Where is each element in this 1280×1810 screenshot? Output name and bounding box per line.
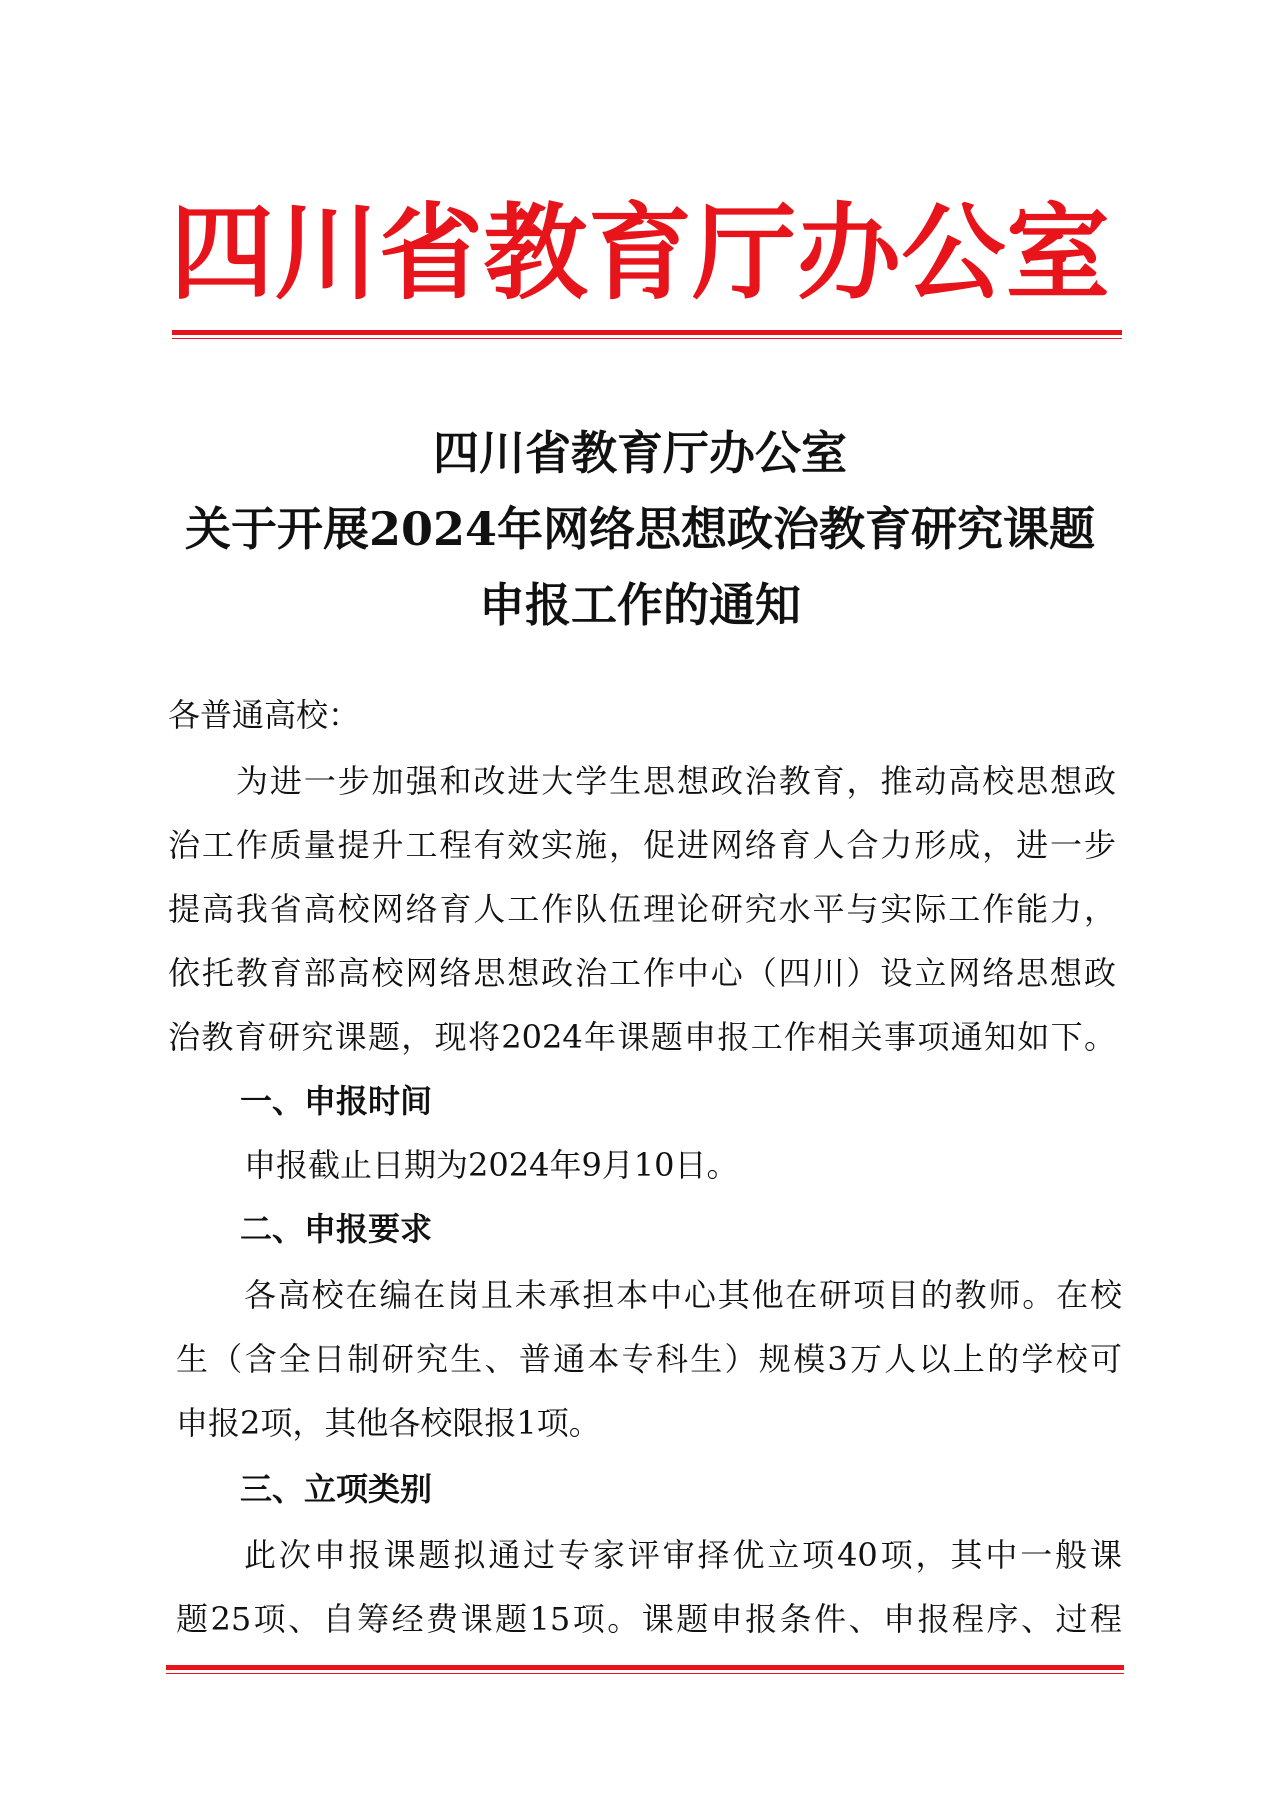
intro-line: 依托教育部高校网络思想政治工作中心（四川）设立网络思想政 — [168, 954, 1116, 992]
letterhead-char: 厅 — [692, 192, 797, 314]
section-line: 生（含全日制研究生、普通本专科生）规模3万人以上的学校可 — [176, 1340, 1122, 1378]
letterhead-char: 川 — [274, 192, 379, 314]
section-line: 此次申报课题拟通过专家评审择优立项40项，其中一般课 — [244, 1536, 1122, 1574]
section-line: 各高校在编在岗且未承担本中心其他在研项目的教师。在校 — [244, 1276, 1122, 1314]
letterhead-char: 办 — [796, 192, 901, 314]
letterhead — [170, 188, 1110, 318]
document-title-line-3: 申报工作的通知 — [479, 578, 801, 632]
section-heading: 三、立项类别 — [240, 1470, 433, 1508]
letterhead-char: 室 — [1005, 192, 1110, 314]
section-line: 申报截止日期为2024年9月10日。 — [244, 1146, 739, 1184]
document-title-line-1: 四川省教育厅办公室 — [433, 426, 847, 480]
section-line: 题25项、自筹经费课题15项。课题申报条件、申报程序、过程 — [176, 1600, 1122, 1638]
intro-line: 治教育研究课题，现将2024年课题申报工作相关事项通知如下。 — [168, 1018, 1116, 1056]
intro-line: 治工作质量提升工程有效实施，促进网络育人合力形成，进一步 — [168, 826, 1116, 864]
salutation: 各普通高校： — [168, 696, 361, 734]
section-line: 申报2项，其他各校限报1项。 — [176, 1404, 601, 1442]
letterhead-char: 省 — [378, 192, 483, 314]
footer-red-rule — [166, 1665, 1124, 1674]
section-heading: 一、申报时间 — [240, 1082, 433, 1120]
document-title-line-2: 关于开展2024年网络思想政治教育研究课题 — [184, 502, 1096, 556]
intro-line: 提高我省高校网络育人工作队伍理论研究水平与实际工作能力， — [168, 890, 1116, 928]
section-heading: 二、申报要求 — [240, 1210, 433, 1248]
letterhead-char: 公 — [901, 192, 1006, 314]
intro-line: 为进一步加强和改进大学生思想政治教育，推动高校思想政 — [236, 762, 1116, 800]
letterhead-char: 教 — [483, 192, 588, 314]
letterhead-char: 四 — [170, 192, 275, 314]
letterhead-red-rule — [172, 330, 1122, 339]
letterhead-char: 育 — [587, 192, 692, 314]
